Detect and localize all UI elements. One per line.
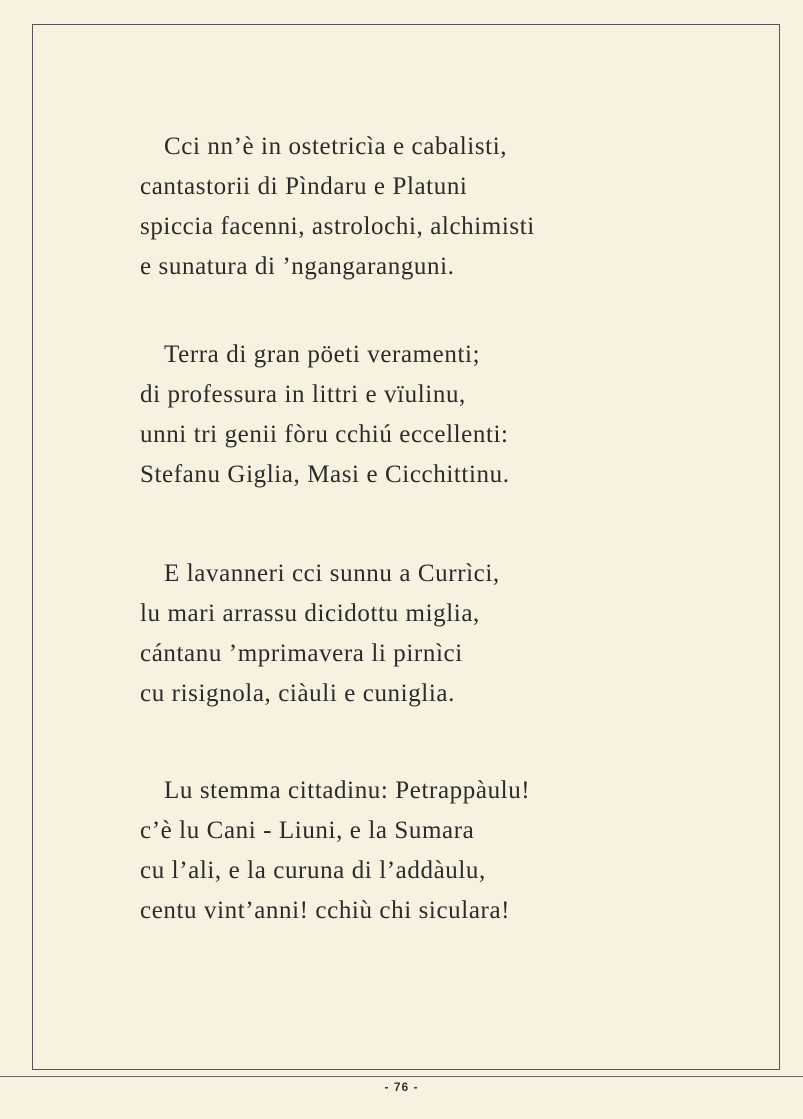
page-number: - 76 - bbox=[384, 1080, 419, 1094]
stanza-3 bbox=[140, 554, 500, 714]
bottom-rule bbox=[0, 1076, 803, 1077]
poem-line: c’è lu Cani - Liuni, e la Sumara bbox=[140, 817, 475, 844]
poem-line: Terra di gran pöeti veramenti; bbox=[164, 341, 481, 368]
poem-line: e sunatura di ’ngangaranguni. bbox=[140, 253, 455, 280]
poem-line: lu mari arrassu dicidottu miglia, bbox=[140, 600, 480, 627]
stanza-1 bbox=[140, 127, 535, 287]
poem-line: Stefanu Giglia, Masi e Cicchittinu. bbox=[140, 461, 510, 488]
stanza-4 bbox=[140, 771, 530, 931]
poem-line: centu vint’anni! cchiù chi siculara! bbox=[140, 897, 511, 924]
poem-line: cántanu ’mprimavera li pirnìci bbox=[140, 640, 463, 667]
poem-line: Cci nn’è in ostetricìa e cabalisti, bbox=[164, 133, 508, 160]
poem-line: cantastorii di Pìndaru e Platuni bbox=[140, 173, 468, 200]
poem-line: di professura in littri e vïulinu, bbox=[140, 381, 466, 408]
poem-line: E lavanneri cci sunnu a Currìci, bbox=[164, 560, 500, 587]
poem-line: Lu stemma cittadinu: Petrappàulu! bbox=[164, 777, 531, 804]
poem-line: cu risignola, ciàuli e cuniglia. bbox=[140, 680, 455, 707]
poem-line: cu l’ali, e la curuna di l’addàulu, bbox=[140, 857, 486, 884]
stanza-2 bbox=[140, 335, 510, 495]
poem-line: spiccia facenni, astrolochi, alchimisti bbox=[140, 213, 535, 240]
poem-line: unni tri genii fòru cchiú eccellenti: bbox=[140, 421, 509, 448]
